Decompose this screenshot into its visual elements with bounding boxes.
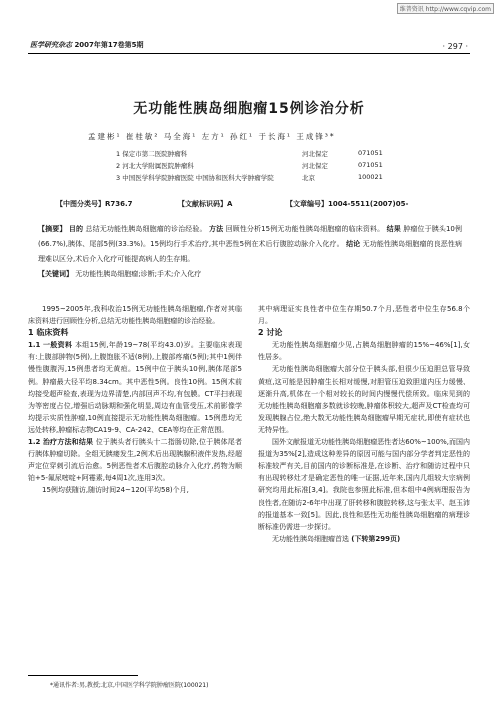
footnote-rule — [28, 675, 138, 676]
watermark: 维普资讯 http://www.cqvip.com — [397, 3, 494, 14]
journal-issue: 2007年第17卷第5期 — [74, 41, 144, 49]
page-number: · 297 · — [442, 42, 468, 51]
method-label: 方法 — [208, 225, 224, 233]
article-id: 【文章编号】1004-5511(2007)05- — [286, 200, 409, 208]
affiliation-zip: 071051 — [358, 161, 383, 169]
conclusion-text: 无功能性胰岛细胞瘤的良恶性病理难以区分,术后介入化疗可能提高病人的生存期。 — [38, 240, 463, 263]
affiliation-city: 河北保定 — [302, 162, 328, 170]
subsection-title: 治疗方法和结果 — [42, 438, 94, 447]
affiliation-zip: 100021 — [358, 173, 383, 181]
document-code: 【文献标识码】A — [178, 200, 233, 208]
purpose-text: 总结无功能性胰岛细胞瘤的诊治经验。 — [85, 225, 207, 233]
keywords-text: 无功能性胰岛细胞瘤;诊断;手术;介入化疗 — [75, 270, 202, 278]
subsection-title: 一般资料 — [42, 341, 73, 350]
journal-name: 医学研究杂志 — [30, 41, 72, 49]
result-text: 肿瘤位于胰头10例(66.7%),胰体、尾部5例(33.3%)。15例均行手术治疗,其中恶性5例在术后行腹腔动脉介入化疗。 — [38, 225, 462, 248]
purpose-label: 目的 — [68, 225, 84, 233]
header-rule — [28, 53, 470, 54]
affiliation-name: 2 河北大学附属医院肿瘤科 — [116, 162, 194, 170]
result-label: 结果 — [386, 225, 401, 233]
affiliation-city: 北京 — [302, 174, 315, 182]
subsection-text: 本组15例,年龄19~78(平均43.0)岁。主要临床表现有:上腹部肿物(5例),上腹饱胀不适(8例),上腹部疼痛(5例);其中1例伴慢性腹腹泻,15例患者均无黄疸。15例中位于胰头10例,胰体尾部5例。肿瘤最大径平均8.34cm。其中恶性5例。良性10例。15例术前均接受超声检查,表现为边界清楚,内部回声不均,有包膜。CT平扫表现为等密度占位,增强后动脉期和强化明显,周边有血管受压,术前影像学均提示实质性肿瘤,10例直接提示无功能性胰岛细胞瘤。15例患均无远处转移,肿瘤标志物CA19-9、CA-242、CEA等均在正常范围。 — [28, 341, 242, 434]
section-heading: 2 讨论 — [258, 328, 283, 338]
discussion-paragraph: 无功能性胰岛细胞瘤少见,占胰岛细胞肿瘤的15%~46%[1],女性居多。 — [258, 341, 470, 362]
keywords-label: 【关键词】 — [38, 270, 73, 278]
continued-paragraph: 其中病理证实良性者中位生存期50.7个月,恶性者中位生存56.8个月。 — [258, 305, 470, 326]
subsection-1-2 — [28, 436, 242, 484]
abstract — [38, 222, 462, 282]
subsection-number: 1.1 — [28, 341, 41, 350]
subsection-number: 1.2 — [28, 438, 41, 447]
continued-note: (下转第299页) — [351, 534, 401, 543]
discussion-paragraph: 国外文献报道无功能性胰岛细胞瘤恶性者达60%~100%,而国内报道为35%[2],造成这种差异的原因可能与国内部分学者判定恶性的标准较严有关,目前国内的诊断标准是,在诊断、治疗和随访过程中只有出现转移灶才是确定恶性的唯一证据,近年来,国内几组较大宗病例研究均用此标准[3,4]。我院也参照此标准,但本组中4例病理报告为良性者,在随访2-6年中出现了肝转移和腹腔转移,这与张太平、赵玉沛的报道基本一致[5]。因此,良性和恶性无功能性胰岛细胞瘤的病理诊断标准仍需进一步探讨。 — [258, 438, 470, 531]
affiliation-city: 河北保定 — [302, 150, 328, 158]
journal-header — [30, 40, 144, 50]
section-heading: 1 临床资料 — [28, 328, 69, 338]
right-column — [258, 303, 470, 545]
followup-paragraph: 15例均获随访,随访时间24~120(平均58)个月, — [42, 486, 189, 495]
abstract-label: 【摘要】 — [38, 225, 67, 233]
subsection-text: 位于胰头者行胰头十二指肠切除,位于胰体尾者行胰体肿瘤切除。全组无胰瘘发生,2例术后出现胰腺积液伴发热,经超声定位穿刺引流后治愈。5例恶性者术后腹腔动脉介入化疗,药物为顺铂+5-氟尿嘧啶+阿霉素,每4周1次,连用3次。 — [28, 438, 242, 483]
affiliation-name: 3 中国医学科学院肿瘤医院 中国协和医科大学肿瘤学院 — [116, 174, 274, 182]
footnote: *通讯作者:男,教授;北京,中国医学科学院肿瘤医院(100021) — [50, 682, 209, 689]
clc-number: 【中图分类号】R736.7 — [56, 200, 133, 208]
subsection-1-1 — [28, 339, 242, 436]
method-text: 回顾性分析15例无功能性胰岛细胞瘤的临床资料。 — [225, 225, 385, 233]
conclusion-label: 结论 — [346, 240, 361, 248]
paper-title: 无功能性胰岛细胞瘤15例诊治分析 — [133, 101, 365, 117]
discussion-paragraph — [258, 533, 470, 545]
discussion-paragraph: 无功能性胰岛细胞瘤大部分位于胰头部,但很少压迫胆总管导致黄疸,这可能是因肿瘤生长相对缓慢,对胆管压迫致胆道内压力缓慢、逐渐升高,机体在一个相对较长的时间内慢慢代偿所致。临床见到的无功能性胰岛细胞瘤多数就诊较晚,肿瘤体积较大,超声及CT检查均可发现胰腺占位,绝大数无功能性胰岛细胞瘤早期无症状,即使有症状也无特异性。 — [258, 365, 470, 434]
author-list: 孟建彬¹ 崔桂敏² 马全海¹ 左方¹ 孙红¹ 于长海¹ 王成锋³* — [88, 132, 336, 141]
affiliation-name: 1 保定市第二医院肿瘤科 — [116, 150, 188, 158]
discussion-text: 无功能性胰岛细胞瘤首选 — [272, 534, 349, 543]
intro-paragraph: 1995~2005年,我科收治15例无功能性胰岛细胞瘤,作者对其临床资料进行回顾性分析,总结无功能性胰岛细胞瘤的诊治经验。 — [28, 305, 242, 326]
affiliation-zip: 071051 — [358, 149, 383, 157]
left-column — [28, 303, 242, 497]
